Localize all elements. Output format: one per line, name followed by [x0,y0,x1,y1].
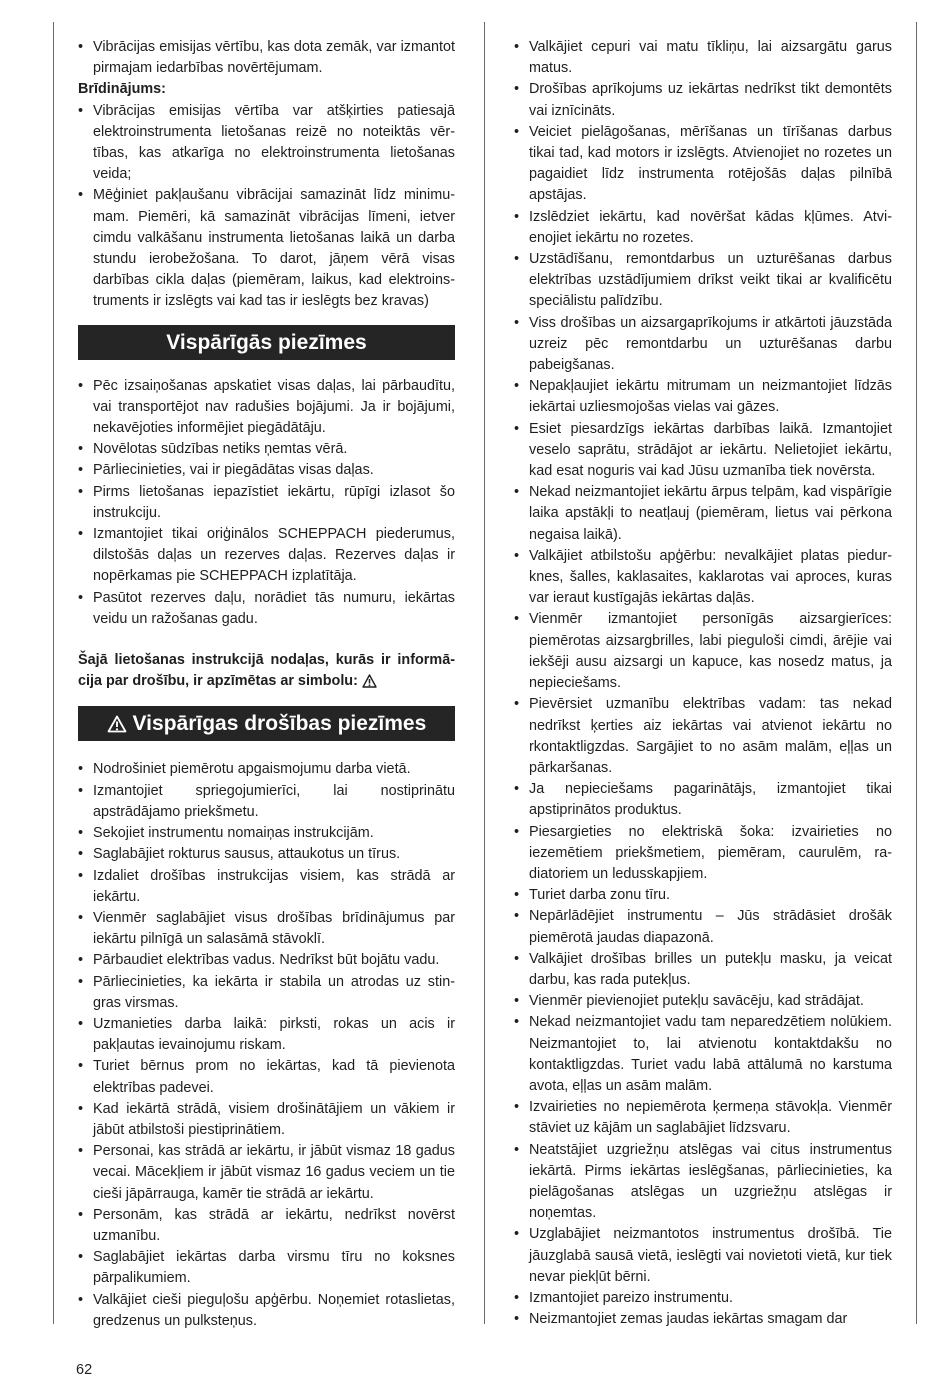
column-rule-right [916,22,917,1324]
safety-item: • Vienmēr izmantojiet personīgās aizsargierīces: piemērotas aizsargbrilles, labi pieguloši cimdi, ārējie vai iekšēji ausu aizsargi un kapuce, kas nosedz matus, ja nepieciešams. [514,609,892,694]
safety-item: • Sekojiet instrumentu nomaiņas instrukcijām. [78,823,455,844]
safety-item: • Valkājiet cieši pieguļošu apģērbu. Noņemiet rotaslietas, gredzenus un pulksteņus. [78,1290,455,1332]
page-number: 62 [76,1362,93,1378]
warnings-item: • Mēģiniet pakļaušanu vibrācijai samazināt līdz minimumam. Piemēri, kā samazināt vibrācijas līmeni, ietver cimdu valkāšanu instrumenta lietošanas laikā un darba stundu ierobežošana. To darot, jāņem vērā visas darbības cikla daļas (piemēram, laikus, kad elektroinstruments ir izslēgts vai kad tas ir ieslēgts bez kravas) [78,185,455,312]
safety-item: • Veiciet pielāgošanas, mērīšanas un tīrīšanas darbus tikai tad, kad motors ir izslēgts. Atvienojiet no rozetes un pagaidiet līdz instrumenta rotējošās daļas pilnībā apstājas. [514,122,892,207]
safety-list-continued [514,37,892,1330]
safety-item: • Valkājiet cepuri vai matu tīkliņu, lai aizsargātu garus matus. [514,37,892,79]
safety-item: • Valkājiet drošības brilles un putekļu masku, ja veicat darbu, kas rada putekļus. [514,949,892,991]
general-notes-item: • Pasūtot rezerves daļu, norādiet tās numuru, iekārtas veidu un ražošanas gadu. [78,588,455,630]
safety-item: • Personai, kas strādā ar iekārtu, ir jābūt vismaz 18 gadus vecai. Mācekļiem ir jābūt vismaz 16 gadus veciem un tie cieši jāpārrauga, kamēr tie strādā ar iekārtu. [78,1141,455,1205]
safety-item: • Uzglabājiet neizmantotos instrumentus drošībā. Tie jāuzglabā sausā vietā, ieslēgti vai novietoti vietā, kur tiek nevar piekļūt bērni. [514,1224,892,1288]
symbol-note-text: Šajā lietošanas instrukcijā nodaļas, kurās ir informācija par drošību, ir apzīmētas ar simbolu: [78,652,455,690]
safety-item: • Pārbaudiet elektrības vadus. Nedrīkst būt bojātu vadu. [78,950,455,971]
safety-item: • Izmantojiet pareizo instrumentu. [514,1288,892,1309]
safety-item: • Nekad neizmantojiet iekārtu ārpus telpām, kad vispārīgie laika apstākļi to neatļauj (piemēram, lietus vai pērkona negaisa laikā). [514,482,892,546]
safety-item: • Izmantojiet spriegojumierīci, lai nostiprinātu apstrādājamo priekšmetu. [78,781,455,823]
safety-item: • Nodrošiniet piemērotu apgaismojumu darba vietā. [78,759,455,780]
safety-item: • Personām, kas strādā ar iekārtu, nedrīkst novērst uzmanību. [78,1205,455,1247]
column-divider [484,22,485,1324]
safety-item: • Pārliecinieties, ka iekārta ir stabila un atrodas uz stingras virsmas. [78,972,455,1014]
safety-item: • Turiet bērnus prom no iekārtas, kad tā pievienota elektrības padevei. [78,1056,455,1098]
safety-item: • Vienmēr saglabājiet visus drošības brīdinājumus par iekārtu pilnīgā un salasāmā stāvoklī. [78,908,455,950]
safety-item: • Piesargieties no elektriskā šoka: izvairieties no iezemētiem priekšmetiem, piemēram, caurulēm, radiatoriem un ledusskapjiem. [514,822,892,886]
safety-item: • Saglabājiet iekārtas darba virsmu tīru no koksnes pārpalikumiem. [78,1247,455,1289]
column-rule-left [53,22,54,1324]
left-column [78,37,455,1332]
safety-item: • Izdaliet drošības instrukcijas visiem, kas strādā ar iekārtu. [78,866,455,908]
safety-item: • Drošības aprīkojums uz iekārtas nedrīkst tikt demontēts vai iznīcināts. [514,79,892,121]
safety-item: • Viss drošības un aizsargaprīkojums ir atkārtoti jāuzstāda uzreiz pēc remontdarbu un uzturēšanas darbu pabeigšanas. [514,313,892,377]
general-notes-item: • Pārliecinieties, vai ir piegādātas visas daļas. [78,460,455,481]
safety-item: • Nekad neizmantojiet vadu tam neparedzētiem nolūkiem. Neizmantojiet to, lai atvienotu kontaktdakšu no kontaktligzdas. Turiet vadu labā attālumā no karstuma avota, eļļas un asām malām. [514,1012,892,1097]
safety-item: • Neizmantojiet zemas jaudas iekārtas smagam dar [514,1309,892,1330]
warning-triangle-icon [107,715,127,733]
safety-item: • Kad iekārtā strādā, visiem drošinātājiem un vākiem ir jābūt atbilstoši piestiprinātiem. [78,1099,455,1141]
safety-item: • Izslēdziet iekārtu, kad novēršat kādas kļūmes. Atvienojiet iekārtu no rozetes. [514,207,892,249]
safety-item: • Turiet darba zonu tīru. [514,885,892,906]
safety-item: • Valkājiet atbilstošu apģērbu: nevalkājiet platas piedurknes, šalles, kaklasaites, kaklarotas vai aproces, kuras var ieraut kustīgajās iekārtas daļās. [514,546,892,610]
safety-list [78,759,455,1331]
section-safety-title-text: Vispārīgas drošības piezīmes [132,712,427,736]
warnings-list [78,101,455,313]
safety-item: • Uzmanieties darba laikā: pirksti, rokas un acis ir pakļautas ievainojumu riskam. [78,1014,455,1056]
general-notes-item: • Pēc izsaiņošanas apskatiet visas daļas, lai pārbaudītu, vai transportējot nav radušies bojājumi. Ja ir bojājumi, nekavējoties informējiet piegādātāju. [78,376,455,440]
safety-item: • Pievērsiet uzmanību elektrības vadam: tas nekad nedrīkst ķerties aiz iekārtas vai atvienot iekārtu no rkontaktligzdas. Sargājiet to no asām malām, eļļas un pārkaršanas. [514,694,892,779]
symbol-note [78,650,455,692]
section-safety-title [78,706,455,741]
general-notes-item: • Pirms lietošanas iepazīstiet iekārtu, rūpīgi izlasot šo instrukciju. [78,482,455,524]
safety-item: • Nepakļaujiet iekārtu mitrumam un neizmantojiet līdzās iekārtai uzliesmojošas vielas vai gāzes. [514,376,892,418]
safety-item: • Saglabājiet rokturus sausus, attaukotus un tīrus. [78,844,455,865]
safety-item: • Nepārlādējiet instrumentu – Jūs strādāsiet drošāk piemērotā jaudas diapazonā. [514,906,892,948]
general-notes-item: • Izmantojiet tikai oriģinālos SCHEPPACH piederumus, dilstošās daļas un rezerves daļas. Rezerves daļas ir nopērkamas pie SCHEPPACH izplatītāja. [78,524,455,588]
intro-list [78,37,455,79]
warnings-heading: Brīdinājums: [78,81,166,98]
section-general-notes-title: Vispārīgās piezīmes [78,325,455,360]
warning-triangle-icon [362,674,377,688]
safety-item: • Neatstājiet uzgriežņu atslēgas vai citus instrumentus iekārtā. Pirms iekārtas ieslēgšanas, pārliecinieties, ka pielāgošanas atslēgas un uzgriežņu atslēgas ir noņemtas. [514,1140,892,1225]
general-notes-item: • Novēlotas sūdzības netiks ņemtas vērā. [78,439,455,460]
safety-item: • Esiet piesardzīgs iekārtas darbības laikā. Izmantojiet veselo saprātu, strādājot ar iekārtu. Nelietojiet iekārtu, kad esat noguris vai kad Jūsu uzmanība tiek novērsta. [514,419,892,483]
warnings-item: • Vibrācijas emisijas vērtība var atšķirties patiesajā elektroinstrumenta lietošanas reizē no noteiktās vērtības, kas atkarīga no elektroinstrumenta lietošanas veida; [78,101,455,186]
safety-item: • Ja nepieciešams pagarinātājs, izmantojiet tikai apstiprinātos produktus. [514,779,892,821]
safety-item: • Izvairieties no nepiemērota ķermeņa stāvokļa. Vienmēr stāviet uz kājām un saglabājiet līdzsvaru. [514,1097,892,1139]
intro-item: • Vibrācijas emisijas vērtību, kas dota zemāk, var izmantot pirmajam iedarbības novērtējumam. [78,37,455,79]
right-column [514,37,892,1330]
safety-item: • Vienmēr pievienojiet putekļu savācēju, kad strādājat. [514,991,892,1012]
safety-item: • Uzstādīšanu, remontdarbus un uzturēšanas darbus elektrības uzstādījumiem drīkst veikt tikai ar kvalificētu speciālistu palīdzību. [514,249,892,313]
general-notes-list [78,376,455,630]
